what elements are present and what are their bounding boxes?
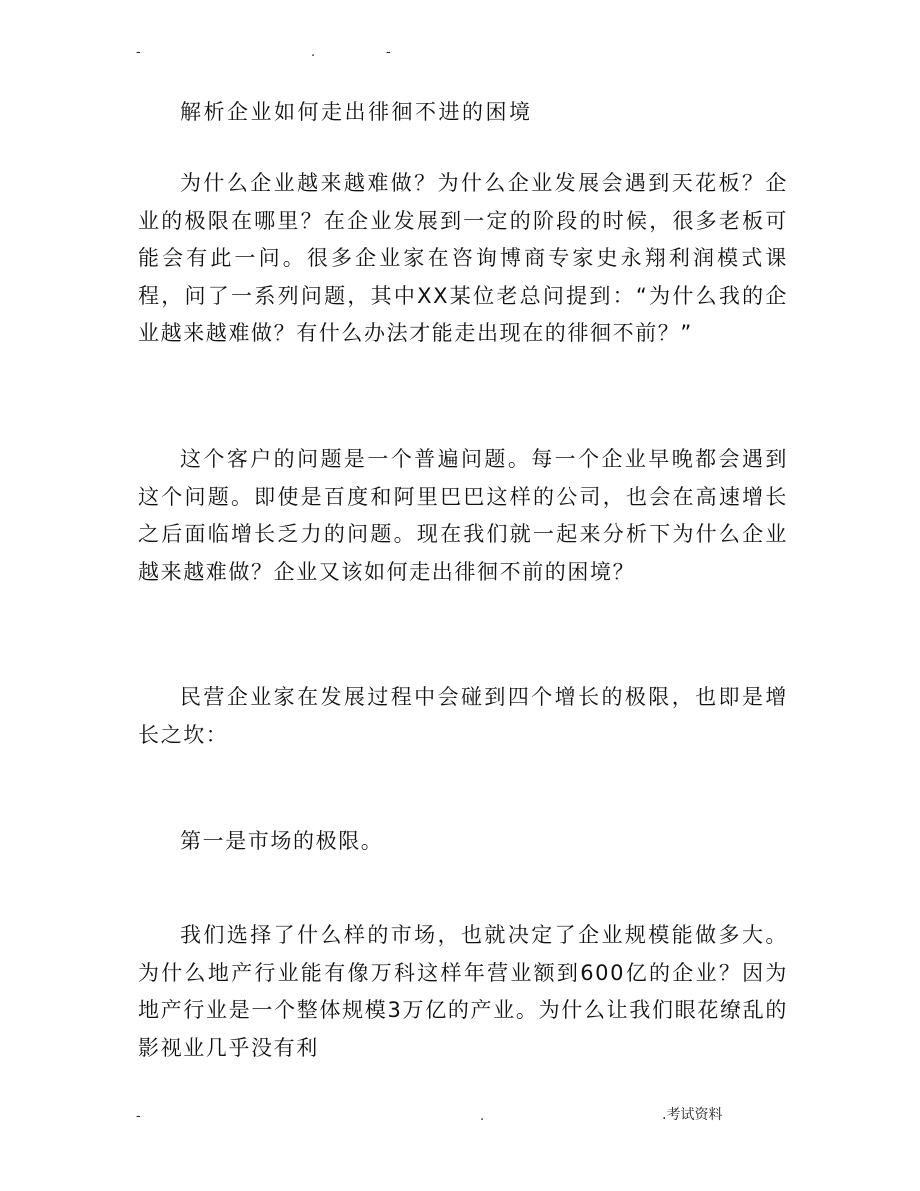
paragraph-market-limit-heading: 第一是市场的极限。 — [180, 829, 384, 853]
header-mark-right: - — [386, 45, 391, 60]
footer-mark-center: . — [480, 1109, 485, 1124]
paragraph-market-limit-body: 我们选择了什么样的市场，也就决定了企业规模能做多大。为什么地产行业能有像万科这样年营业额到600亿的企业？因为地产行业是一个整体规模3万亿的产业。为什么让我们眼花缭乱的影视业几乎没有利 — [138, 923, 788, 1060]
page-title: 解析企业如何走出徘徊不进的困境 — [180, 100, 533, 124]
header-mark-center: . — [311, 45, 316, 60]
header-mark-left: - — [136, 45, 141, 60]
paragraph-four-limits: 民营企业家在发展过程中会碰到四个增长的极限，也即是增长之坎： — [138, 685, 788, 747]
paragraph-intro: 为什么企业越来越难做？为什么企业发展会遇到天花板？企业的极限在哪里？在企业发展到一定的阶段的时候，很多老板可能会有此一问。很多企业家在咨询博商专家史永翔利润模式课程，问了一系列问题，其中XX某位老总问提到：“为什么我的企业越来越难做？有什么办法才能走出现在的徘徊不前？” — [138, 171, 788, 345]
footer-label: .考试资料 — [662, 1107, 723, 1123]
footer-mark-left: - — [136, 1109, 141, 1124]
paragraph-common-problem: 这个客户的问题是一个普遍问题。每一个企业早晚都会遇到这个问题。即使是百度和阿里巴巴这样的公司，也会在高速增长之后面临增长乏力的问题。现在我们就一起来分析下为什么企业越来越难做？企业又该如何走出徘徊不前的困境？ — [138, 447, 788, 584]
